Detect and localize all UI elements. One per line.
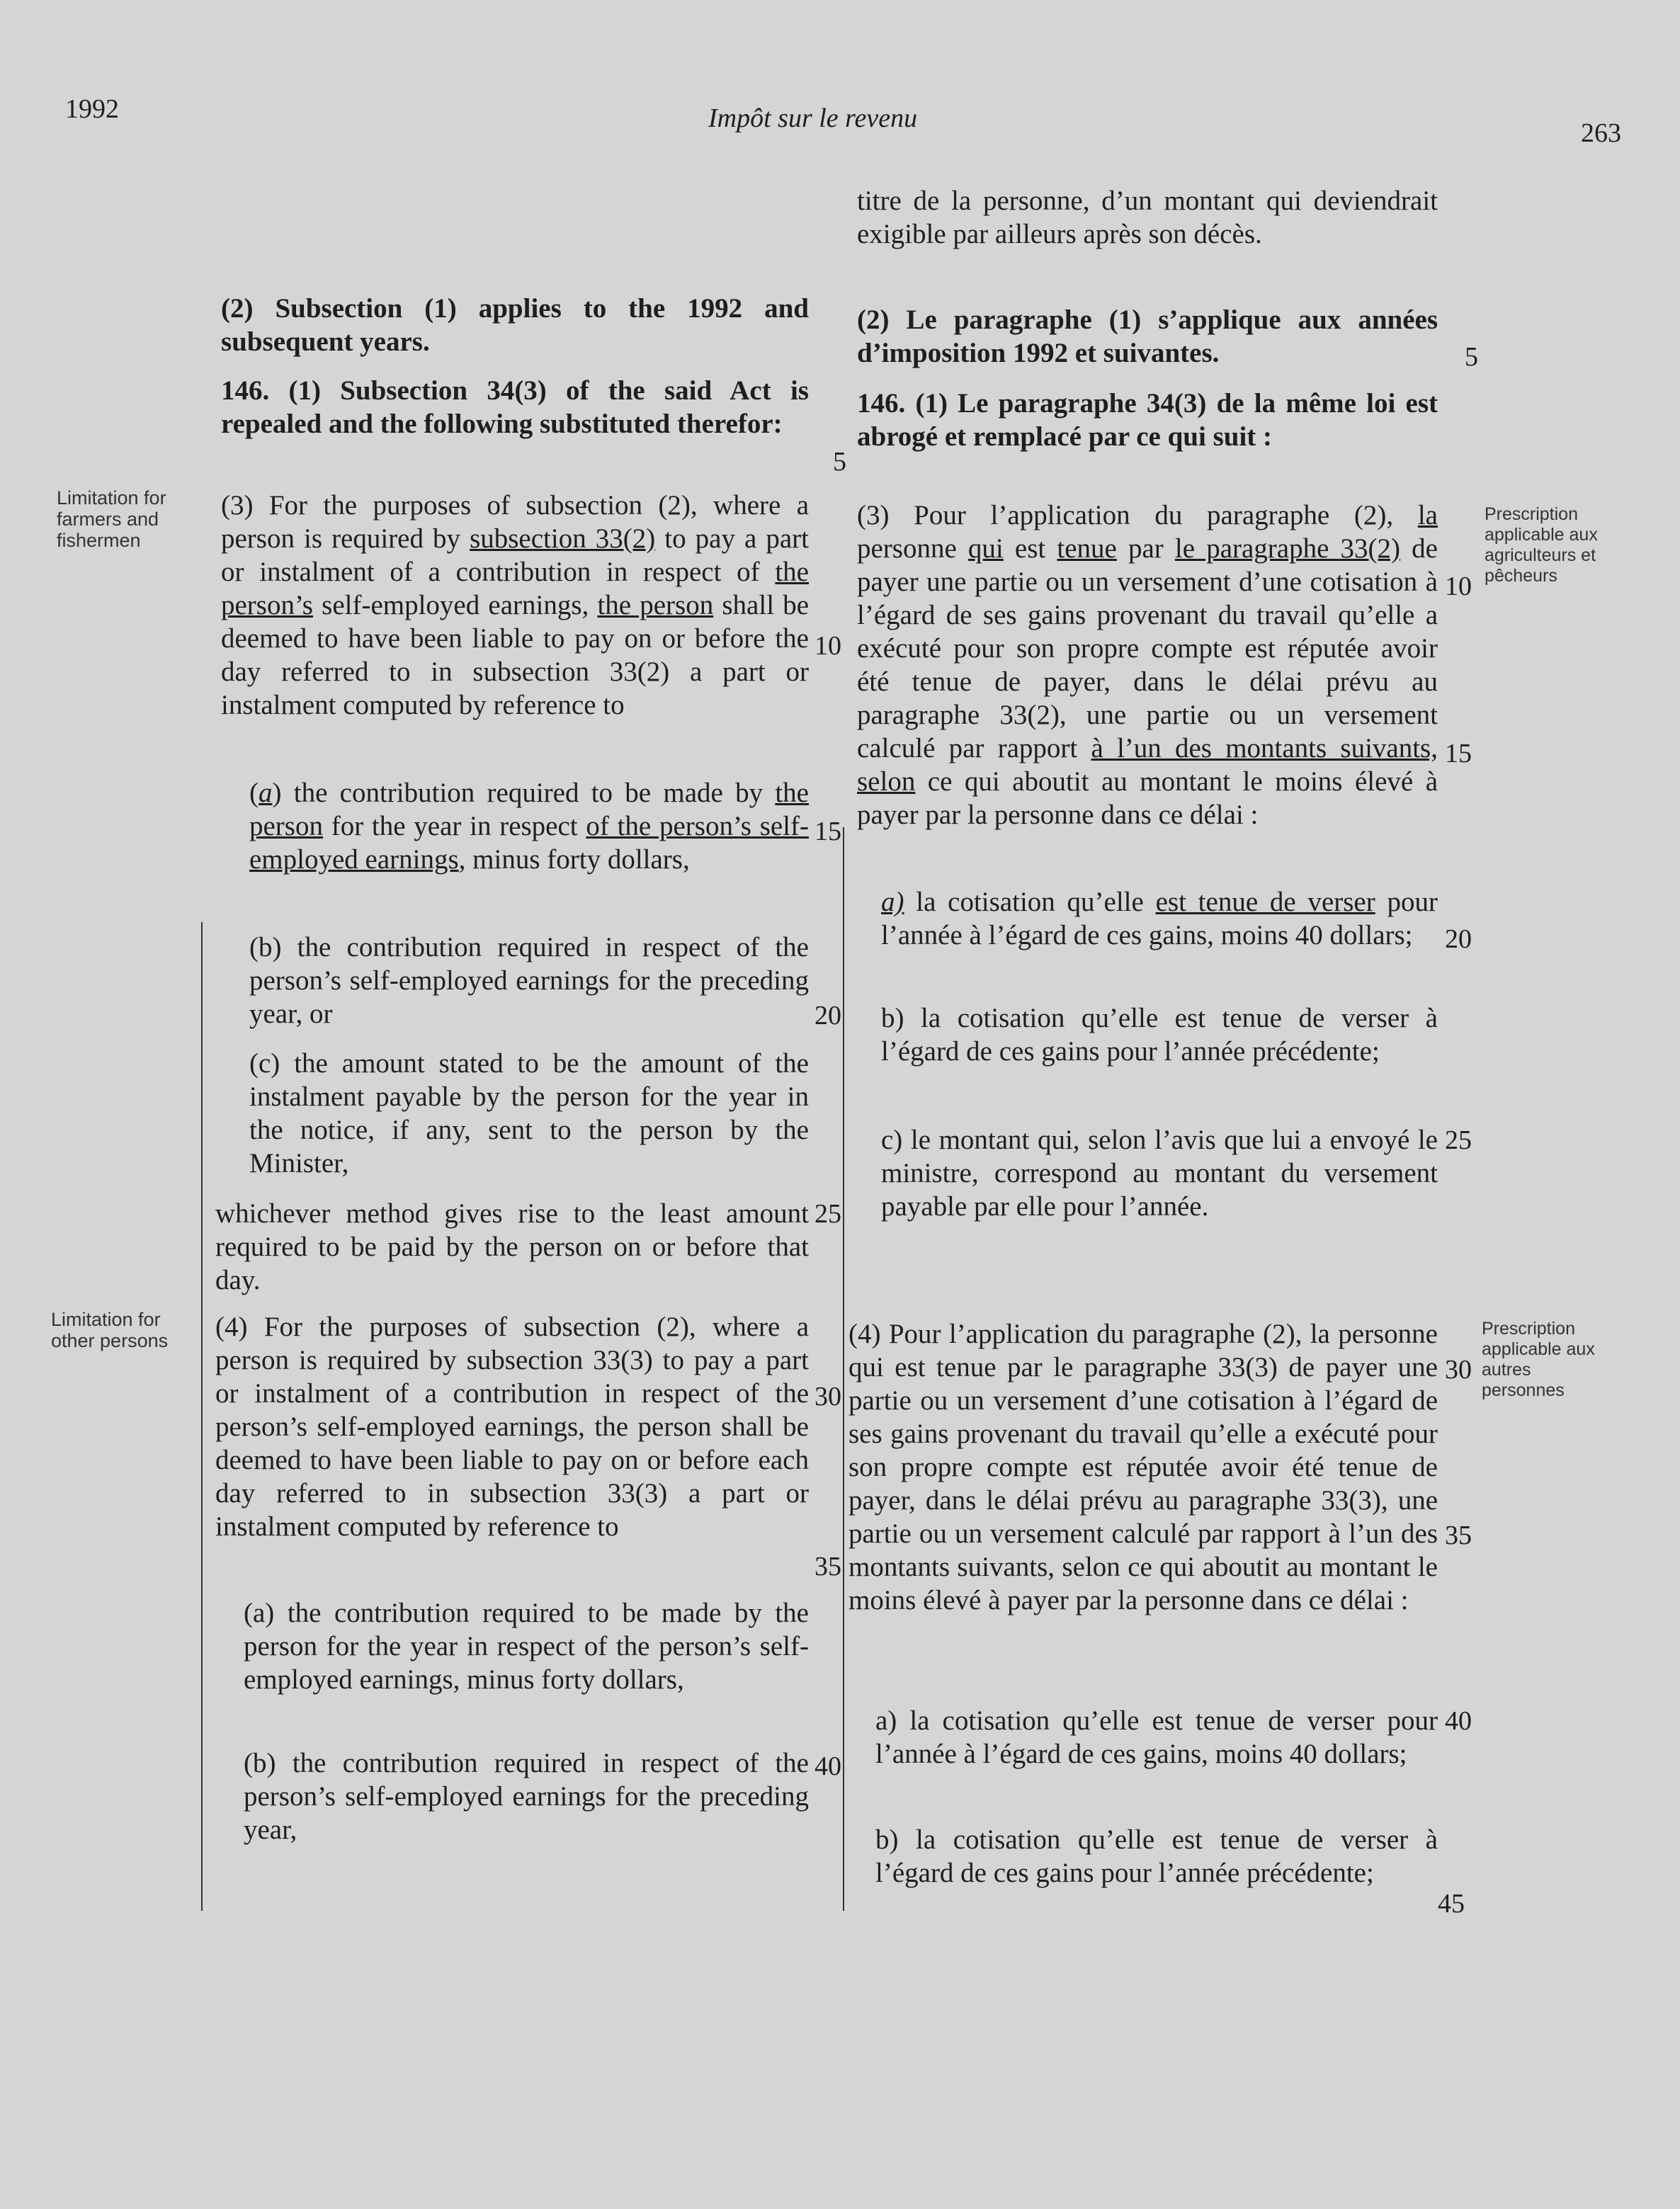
line-number: 40 — [815, 1751, 841, 1781]
line-number: 45 — [1438, 1889, 1465, 1919]
text-run: personne — [857, 533, 968, 564]
amendment-underline: the person — [249, 778, 809, 841]
en-item-4a: (a) the contribution required to be made by the person for the year in respect of the person’s self-employed earnings, minus forty dollars, — [244, 1598, 809, 1695]
text-run: , minus forty dollars, — [458, 844, 690, 875]
text-run: la cotisation qu’elle — [904, 887, 1156, 917]
margin-line: autres — [1482, 1360, 1531, 1380]
line-number: 15 — [815, 817, 841, 846]
text-run: ) the contribution required to be made by — [272, 778, 776, 808]
margin-line: agriculteurs et — [1485, 545, 1596, 565]
margin-line: Limitation for — [51, 1309, 161, 1330]
text-run: de payer une partie ou un versement d’une cotisation à l’égard de ses gains provenant du travail qu’elle a exécuté pour son propre compte est réputée avoir été tenue de payer, dans le délai prévu au paragraphe 33(2), une partie ou un versement calculé par rapport — [857, 533, 1438, 763]
fr-section-146: 146. (1) Le paragraphe 34(3) de la même loi est abrogé et remplacé par ce qui suit : — [857, 388, 1438, 452]
line-number: 15 — [1445, 739, 1472, 768]
line-number: 35 — [815, 1552, 841, 1581]
text-run: (3) For the purposes of subsection (2), where a person is required by — [221, 490, 809, 554]
fr-subsection-2: (2) Le paragraphe (1) s’applique aux années d’imposition 1992 et suivantes. — [857, 305, 1438, 368]
fr-item-4b: b) la cotisation qu’elle est tenue de verser à l’égard de ces gains pour l’année précédente; — [875, 1824, 1438, 1888]
text-run: pour l’année à l’égard de ces gains, moins 40 dollars; — [881, 887, 1438, 950]
margin-line: pêcheurs — [1485, 566, 1557, 586]
margin-note-autres — [1482, 1319, 1630, 1401]
margin-line: fishermen — [57, 530, 141, 551]
amendment-underline: of the person’s self-employed earnings — [249, 811, 809, 875]
left-column-rule — [201, 922, 203, 1911]
amendment-underline: la — [1417, 500, 1438, 530]
margin-line: other persons — [51, 1330, 169, 1351]
fr-paragraph-4: (4) Pour l’application du paragraphe (2), la personne qui est tenue par le paragraphe 33(3) de payer une partie ou un versement d’une cotisation à l’égard de ses gains provenant du travail qu’elle a exécuté pour son propre compte est réputée avoir été tenue de payer, dans le délai prévu au paragraphe 33(3), une partie ou un versement calculé par rapport à l’un des montants suivants, selon ce qui aboutit au montant le moins élevé à payer par la personne dans ce délai : — [848, 1319, 1438, 1615]
margin-note-farmers — [57, 487, 198, 551]
text-run: for the year in respect — [322, 811, 586, 841]
amendment-underline: qui — [967, 533, 1004, 564]
amendment-underline: le paragraphe 33(2) — [1174, 533, 1401, 564]
margin-line: Prescription — [1485, 504, 1578, 524]
header-title: Impôt sur le revenu — [708, 103, 918, 133]
fr-item-4a: a) la cotisation qu’elle est tenue de verser pour l’année à l’égard de ces gains, moins 40 dollars; — [875, 1705, 1438, 1769]
margin-line: personnes — [1482, 1380, 1565, 1400]
line-number: 25 — [1445, 1125, 1472, 1155]
margin-line: Limitation for — [57, 487, 166, 509]
text-run: ce qui aboutit au montant le moins élevé à payer par la personne dans ce délai : — [857, 766, 1438, 830]
amendment-underline: the person’s — [221, 557, 809, 620]
amendment-underline: a — [259, 778, 273, 808]
margin-line: farmers and — [57, 509, 159, 530]
amendment-underline: tenue — [1057, 533, 1117, 564]
en-paragraph-4: (4) For the purposes of subsection (2), where a person is required by subsection 33(3) to pay a part or instalment of a contribution in respect of the person’s self-employed earnings, the person shall be deemed to have been liable to pay on or before each day referred to in subsection 33(3) a part or instalment computed by reference to — [215, 1312, 809, 1542]
line-number: 20 — [815, 1001, 841, 1030]
line-number: 25 — [815, 1199, 841, 1229]
margin-line: applicable aux — [1485, 525, 1598, 545]
en-item-4b: (b) the contribution required in respect of the person’s self-employed earnings for the preceding year, — [244, 1748, 809, 1845]
fr-item-3a — [881, 885, 1438, 952]
text-run: (3) Pour l’application du paragraphe (2), — [857, 500, 1418, 530]
en-whichever: whichever method gives rise to the least amount required to be paid by the person on or before that day. — [215, 1198, 809, 1295]
line-number: 30 — [815, 1382, 841, 1412]
header-year: 1992 — [65, 94, 119, 124]
en-item-3b: (b) the contribution required in respect of the person’s self-employed earnings for the preceding year, or — [249, 932, 809, 1029]
en-item-3c: (c) the amount stated to be the amount of the instalment payable by the person for the year in the notice, if any, sent to the person by the Minister, — [249, 1048, 809, 1179]
text-run: ( — [249, 778, 259, 808]
amendment-underline: à l’un des montants suivants, selon — [857, 733, 1438, 797]
line-number: 5 — [833, 447, 846, 477]
margin-line: applicable aux — [1482, 1339, 1595, 1359]
line-number: 10 — [815, 631, 841, 661]
amendment-underline: the person — [597, 590, 714, 620]
line-number: 35 — [1445, 1521, 1472, 1550]
fr-paragraph-3 — [857, 499, 1438, 831]
text-run: self-employed earnings, — [313, 590, 598, 620]
line-number: 20 — [1445, 924, 1472, 954]
en-subsection-2: (2) Subsection (1) applies to the 1992 and subsequent years. — [221, 293, 809, 357]
amendment-underline: a) — [881, 887, 904, 917]
amendment-underline: est tenue de verser — [1155, 887, 1375, 917]
line-number: 10 — [1445, 572, 1472, 601]
fr-item-3c: c) le montant qui, selon l’avis que lui a envoyé le ministre, correspond au montant du versement payable par elle pour l’année. — [881, 1125, 1438, 1222]
en-item-3a — [249, 776, 809, 876]
text-run: par — [1116, 533, 1175, 564]
text-run: est — [1003, 533, 1057, 564]
en-paragraph-3 — [221, 489, 809, 722]
column-divider-rule — [843, 827, 844, 1911]
en-section-146: 146. (1) Subsection 34(3) of the said Act is repealed and the following substituted therefor: — [221, 375, 809, 439]
line-number: 5 — [1465, 342, 1478, 372]
page-number: 263 — [1581, 118, 1621, 148]
fr-item-3b: b) la cotisation qu’elle est tenue de verser à l’égard de ces gains pour l’année précédente; — [881, 1003, 1438, 1067]
fr-continuation: titre de la personne, d’un montant qui deviendrait exigible par ailleurs après son décès. — [857, 186, 1438, 249]
text-run: to pay a part or instalment of a contribution in respect of — [221, 523, 809, 587]
text-run: shall be deemed to have been liable to pay on or before the day referred to in subsection 33(2) a part or instalment computed by reference to — [221, 590, 809, 720]
margin-note-other-persons — [51, 1309, 193, 1351]
line-number: 40 — [1445, 1706, 1472, 1736]
amendment-underline: subsection 33(2) — [470, 523, 656, 554]
line-number: 30 — [1445, 1355, 1472, 1385]
margin-note-agriculteurs — [1485, 504, 1633, 586]
margin-line: Prescription — [1482, 1319, 1575, 1339]
